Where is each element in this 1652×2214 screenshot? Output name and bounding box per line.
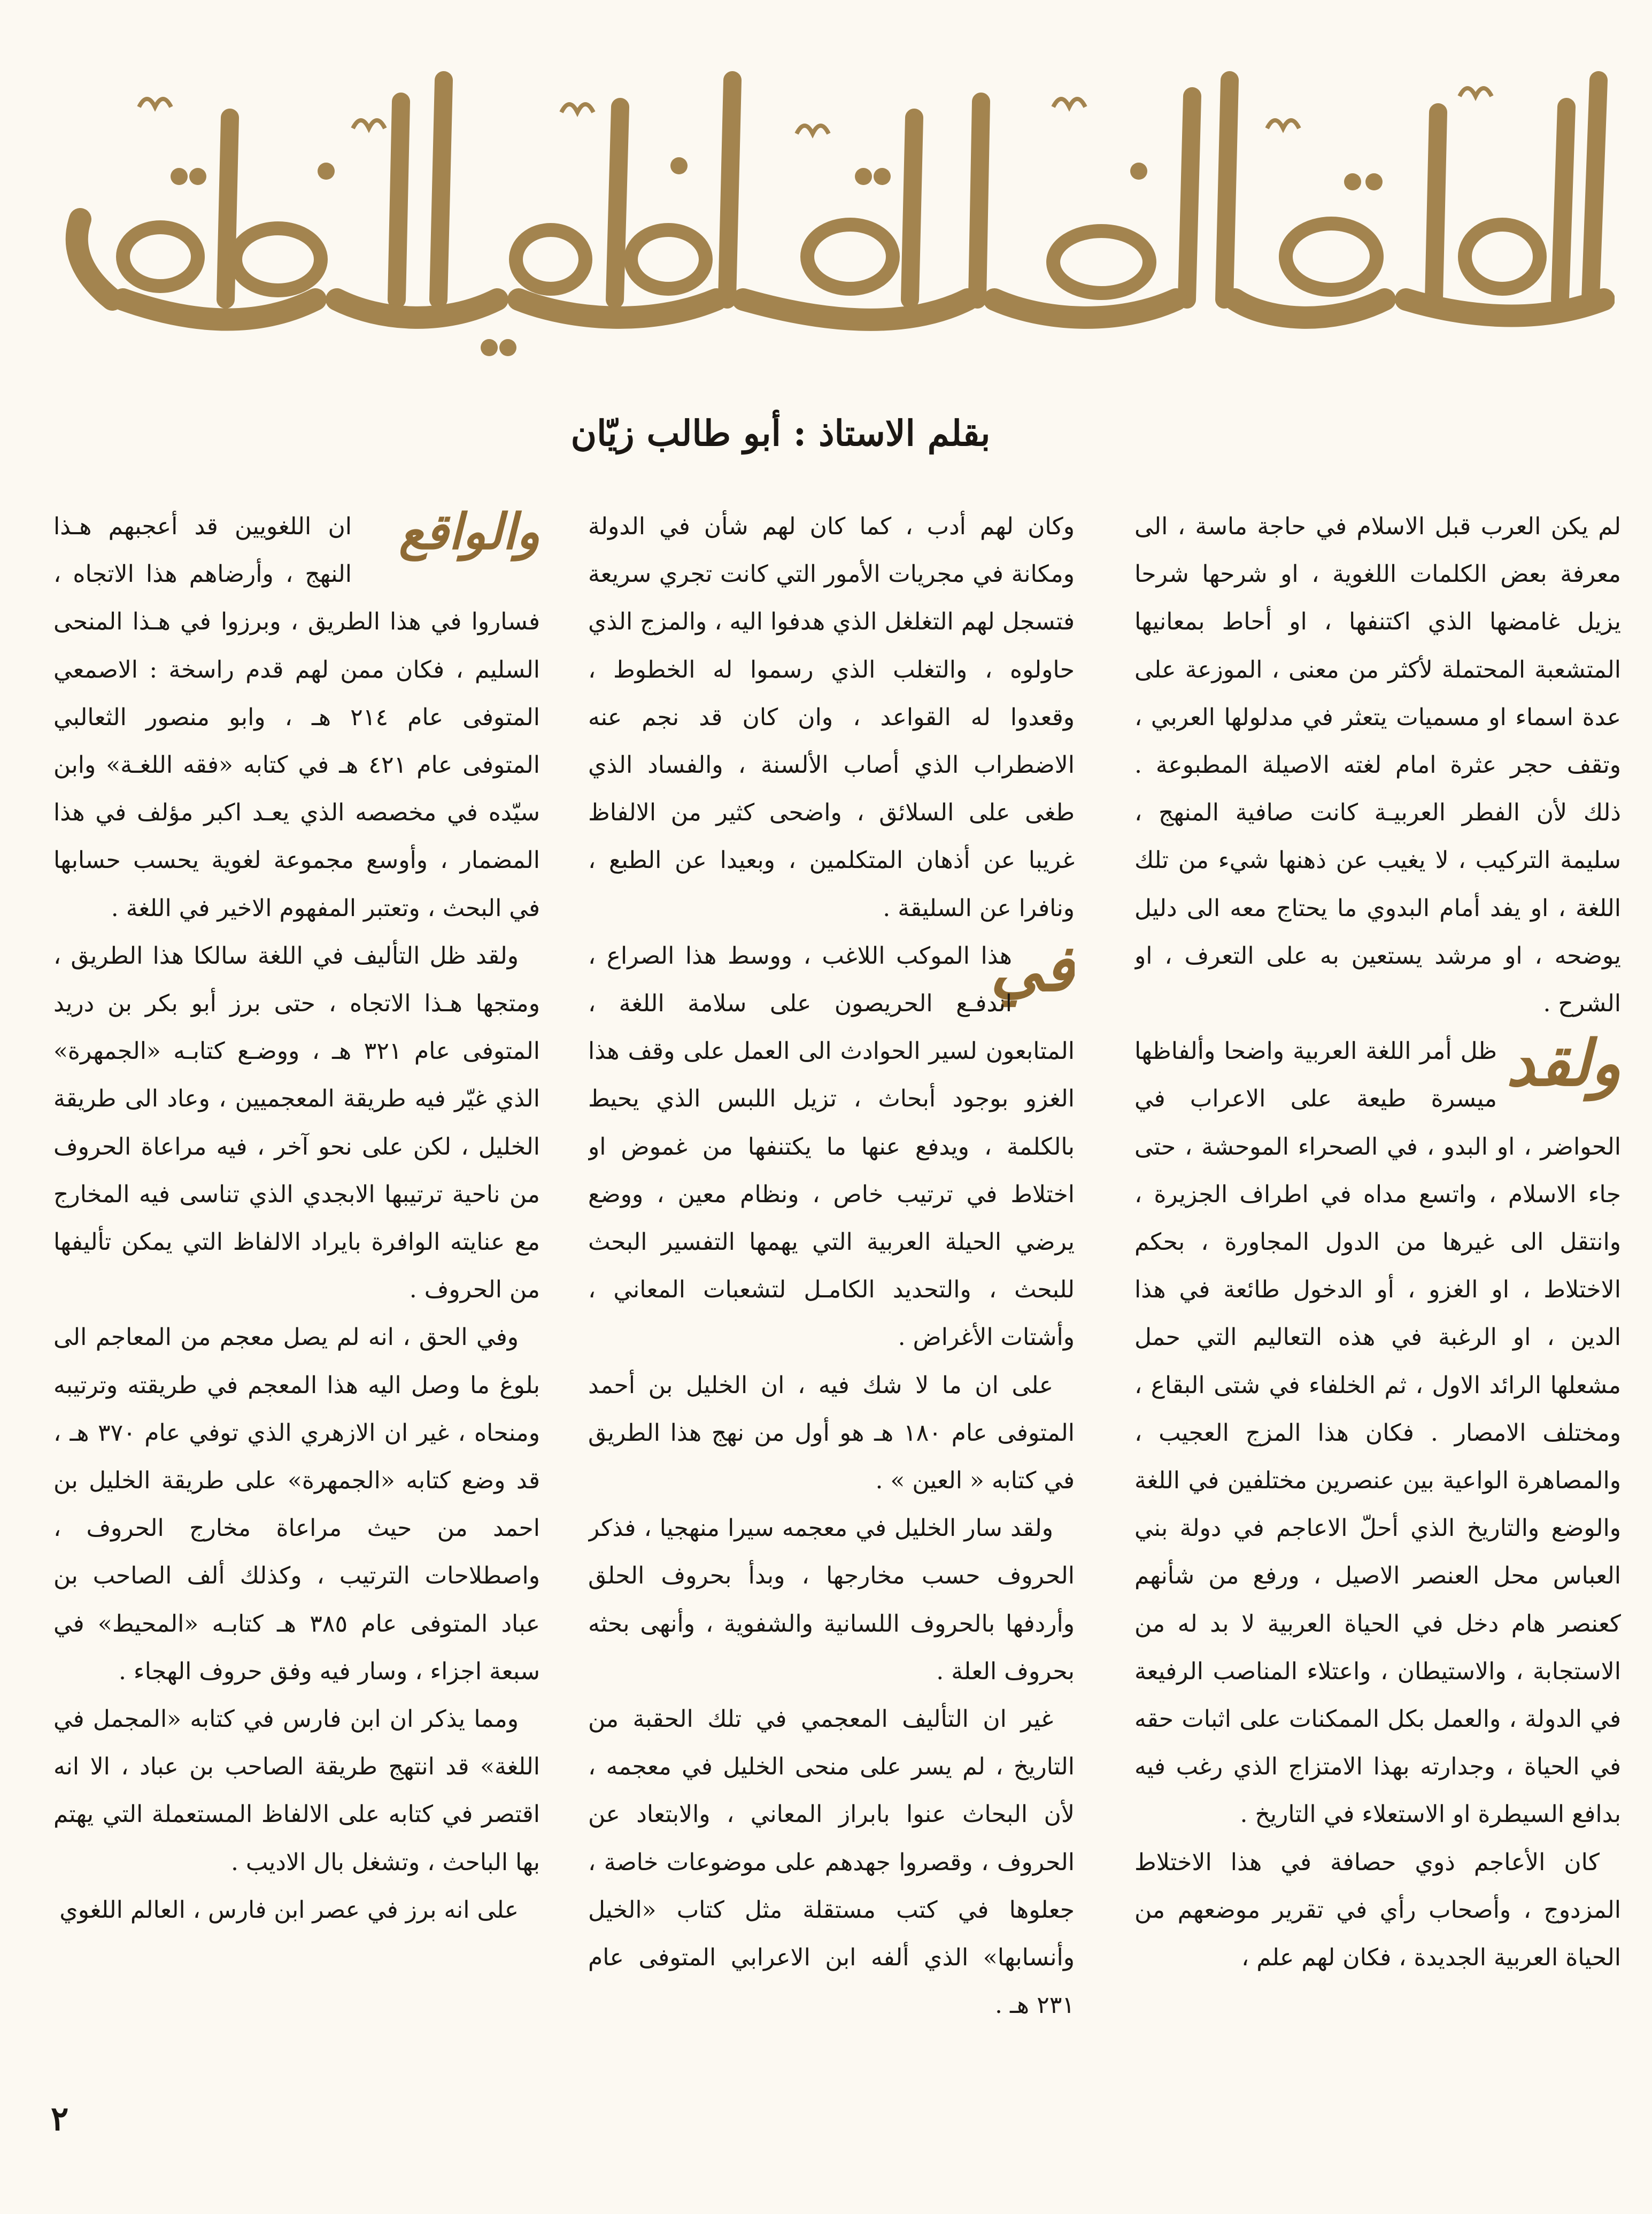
calligraphic-title [37,48,1615,369]
article-column-middle [588,503,1075,2150]
article-column-right [1134,503,1621,2150]
paragraph-with-dropcap [1134,1027,1621,1838]
article-column-left [53,503,540,2150]
paragraph: كان الأعاجم ذوي حصافة في هذا الاختلاط المزدوج ، وأصحاب رأي في تقرير موضعهم من الحياة العربية الجديدة ، فكان لهم علم ، [1134,1848,1621,1972]
paragraph: على انه برز في عصر ابن فارس ، العالم اللغوي [59,1896,519,1924]
paragraph: وفي الحق ، انه لم يصل معجم من المعاجم الى بلوغ ما وصل اليه هذا المعجم في طريقته وترتيبه ومنحاه ، غير ان الازهري الذي توفي عام ٣٧٠ هـ ، قد وضع كتابه «الجمهرة» على طريقة الخليل بن احمد من حيث مراعاة مخارج الحروف ، واصطلاحات الترتيب ، وكذلك ألف الصاحب بن عباد المتوفى عام ٣٨٥ هـ كتابـه «المحيط» في سبعة اجزاء ، وسار فيه وفق حروف الهجاء . [53,1324,540,1685]
paragraph: ومما يذكر ان ابن فارس في كتابه «المجمل في اللغة» قد انتهج طريقة الصاحب بن عباد ، الا انه اقتصر في كتابه على الالفاظ المستعملة التي يهتم بها الباحث ، وتشغل بال الاديب . [53,1705,540,1876]
page-number: ٢ [51,2099,69,2138]
paragraph-text: هذا الموكب اللاغب ، ووسط هذا الصراع ، اندفـع الحريصون على سلامة اللغة ، المتابعون لسير الحوادث الى العمل على وقف هذا الغزو بوجود أبحاث ، تزيل اللبس الذي يحيط بالكلمة ، ويدفع عنها ما يكتنفها من غموض او اختلاط في ترتيب خاص ، ونظام معين ، ووضع يرضي الحيلة العربية التي يهمها التفسير البحث للبحث ، والتحديد الكامـل لتشعبات المعاني ، وأشتات الأغراض . [588,942,1075,1351]
dropcap: ولقد [1506,1026,1621,1101]
paragraph: غير ان التأليف المعجمي في تلك الحقبة من التاريخ ، لم يسر على منحى الخليل في معجمه ، لأن البحاث عنوا بابراز المعاني ، والابتعاد عن الحروف ، وقصروا جهدهم على موضوعات خاصة ، جعلوها في كتب مستقلة مثل كتاب «الخيل وأنسابها» الذي ألفه ابن الاعرابي المتوفى عام ٢٣١ هـ . [588,1705,1075,2019]
paragraph: على ان ما لا شك فيه ، ان الخليل بن أحمد المتوفى عام ١٨٠ هـ هو أول من نهج هذا الطريق في كتابه « العين » . [588,1371,1075,1495]
paragraph-text: ظل أمر اللغة العربية واضحا وألفاظها ميسرة طيعة على الاعراب في الحواضر ، او البدو ، في الصحراء الموحشة ، حتى جاء الاسلام ، واتسع مداه في اطراف الجزيرة ، وانتقل الى غيرها من الدول المجاورة ، بحكم الاختلاط ، او الغزو ، أو الدخول طائعة في هذا الدين ، او الرغبة في هذه التعاليم التي حمل مشعلها الرائد الاول ، ثم الخلفاء في شتى البقاع ، ومختلف الامصار . فكان هذا المزج العجيب ، والمصاهرة الواعية بين عنصرين مختلفين في اللغة والوضع والتاريخ الذي أحلّ الاعاجم في دولة بني العباس محل العنصر الاصيل ، ورفع من شأنهم كعنصر هام دخل في الحياة العربية لا بد له من الاستجابة ، والاستيطان ، واعتلاء المناصب الرفيعة في الدولة ، والعمل بكل الممكنات على اثبات حقه في الحياة ، وجدارته بهذا الامتزاج الذي رغب فيه بدافع السيطرة او الاستعلاء في التاريخ . [1134,1037,1621,1828]
paragraph: وكان لهم أدب ، كما كان لهم شأن في الدولة ومكانة في مجريات الأمور التي كانت تجري سريعة فتسجل لهم التغلغل الذي هدفوا اليه ، والمزج الذي حاولوه ، والتغلب الذي رسموا له الخطوط ، وقعدوا له القواعد ، وان كان قد نجم عنه الاضطراب الذي أصاب الألسنة ، والفساد الذي طغى على السلائق ، واضحى كثير من الالفاظ غريبا عن أذهان المتكلمين ، وبعيدا عن الطبع ، ونافرا عن السليقة . [588,513,1075,922]
dropcap: والواقع [398,503,540,560]
dropcap: في [990,930,1075,1006]
paragraph: لم يكن العرب قبل الاسلام في حاجة ماسة ، الى معرفة بعض الكلمات اللغوية ، او شرحها شرحا يزيل غامضها الذي اكتنفها ، او أحاط بمعانيها المتشعبة المحتملة لأكثر من معنى ، الموزعة على عدة اسماء او مسميات يتعثر في مدلولها العربي ، وتقف حجر عثرة امام لغته الاصيلة المطبوعة . ذلك لأن الفطر العربيـة كانت صافية المنهج ، سليمة التركيب ، لا يغيب عن ذهنها شيء من تلك اللغة ، او يفد أمام البدوي ما يحتاج معه الى دليل يوضحه ، او مرشد يستعين به على التعرف ، او الشرح . [1134,513,1621,1018]
paragraph-with-dropcap [588,932,1075,1362]
paragraph-text: ان اللغويين قد أعجبهم هـذا النهج ، وأرضاهم هذا الاتجاه ، فساروا في هذا الطريق ، وبرزوا في هـذا المنحى السليم ، فكان ممن لهم قدم راسخة : الاصمعي المتوفى عام ٢١٤ هـ ، وابو منصور الثعالبي المتوفى عام ٤٢١ هـ في كتابه «فقه اللغـة» وابن سيّده في مخصصه الذي يعـد اكبر مؤلف في هذا المضمار ، وأوسع مجموعة لغوية يحسب حسابها في البحث ، وتعتبر المفهوم الاخير في اللغة . [53,513,540,922]
calligraphy-title-graphic [37,48,1615,369]
paragraph: ولقد سار الخليل في معجمه سيرا منهجيا ، فذكر الحروف حسب مخارجها ، وبدأ بحروف الحلق وأردفها بالحروف اللسانية والشفوية ، وأنهى بحثه بحروف العلة . [588,1515,1075,1685]
paragraph-with-dropcap [53,503,540,932]
paragraph: ولقد ظل التأليف في اللغة سالكا هذا الطريق ، ومتجها هـذا الاتجاه ، حتى برز أبو بكر بن دريد المتوفى عام ٣٢١ هـ ، ووضـع كتابـه «الجمهرة» الذي غيّر فيه طريقة المعجميين ، وعاد الى طريقة الخليل ، لكن على نحو آخر ، فيه مراعاة الحروف من ناحية ترتيبها الابجدي الذي تناسى فيه المخارج مع عنايته الوافرة بايراد الالفاظ التي يمكن تأليفها من الحروف . [53,942,540,1304]
byline: بقلم الاستاذ : أبو طالب زيّان [570,412,991,454]
